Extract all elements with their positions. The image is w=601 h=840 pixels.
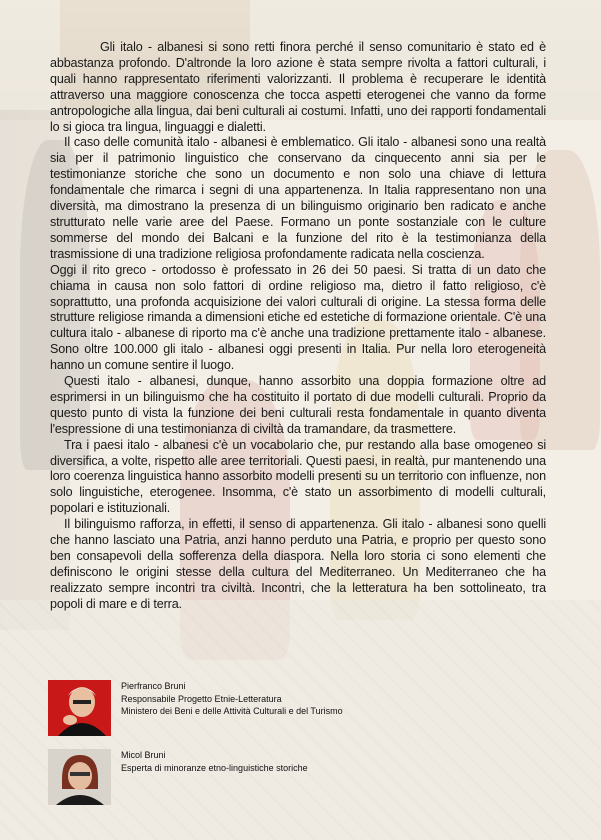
author-photo: [48, 749, 111, 805]
paragraph: Questi italo - albanesi, dunque, hanno assorbito una doppia formazione oltre ad esprimersi in un bilinguismo che ha costituito il portato di due modelli culturali. Proprio da questo punto di vista la funzione dei beni culturali resta fondamentale in quanto diventa l'espressione di una testimonianza di civiltà da tramandare, da trasmettere.: [50, 374, 546, 436]
paragraph: Gli italo - albanesi si sono retti finora perché il senso comunitario è stato ed è abbastanza profondo. D'altronde la loro azione è stata sempre rivolta a fattori culturali, i quali hanno rappresentato riferimenti valorizzanti. Il problema è recuperare le identità attraverso una maggiore conoscenza che tocca aspetti eterogenei che vanno da forme antropologiche alla lingua, dai beni culturali ai costumi. Infatti, uno dei rapporti fondamentali lo si gioca tra lingua, linguaggi e dialetti.: [50, 40, 546, 134]
paragraph: Il caso delle comunità italo - albanesi è emblematico. Gli italo - albanesi sono una realtà sia per il patrimonio linguistico che conservano da cinquecento anni sia per le testimonianze storiche che sono un documento e non solo una chiave di lettura fondamentale che rimarca i segni di una appartenenza. In Italia rappresentano non una diversità, ma dimostrano la presenza di un bilinguismo originario ben radicato e anche strutturato nelle varie aree del Paese. Formano un ponte sostanziale con le culture sommerse del mondo dei Balcani e la funzione del rito è la testimonianza della trasmissione di una tradizione religiosa profondamente radicata nella coscienza.: [50, 135, 546, 261]
author-role: Esperta di minoranze etno-linguistiche storiche: [121, 762, 308, 773]
paragraph: Il bilinguismo rafforza, in effetti, il senso di appartenenza. Gli italo - albanesi sono quelli che hanno lasciato una Patria, anzi hanno perduto una Patria, e proprio per questo sono ben consapevoli della sofferenza della diaspora. Nella loro storia ci sono elementi che definiscono le origini stesse della cultura del Mediterraneo. Un Mediterraneo che ha realizzato sempre incontri tra civiltà. Incontri, che la letteratura ha ben sottolineato, tra popoli di mare e di terra.: [50, 517, 546, 611]
author-name: Micol Bruni: [121, 750, 166, 760]
author-organization: Ministero dei Beni e delle Attività Culturali e del Turismo: [121, 706, 343, 716]
author-info: [121, 680, 421, 718]
author-role: Responsabile Progetto Etnie-Letteratura: [121, 693, 282, 704]
author-photo: [48, 680, 111, 736]
paragraph: Oggi il rito greco - ortodosso è professato in 26 dei 50 paesi. Si tratta di un dato che chiama in causa non solo fattori di ordine religioso ma, dietro il fatto religioso, c'è soprattutto, una profonda acquisizione dei valori culturali di origine. La stessa forma delle strutture religiose rimanda a dimensioni etiche ed estetiche di formazione orientale. C'è una cultura italo - albanese di riporto ma c'è anche una tradizione prettamente italo - albanese. Sono oltre 100.000 gli italo - albanesi oggi presenti in Italia. Pur nella loro eterogeneità hanno un comune sentire il luogo.: [50, 262, 546, 373]
author-info: [121, 749, 421, 774]
paragraph: Tra i paesi italo - albanesi c'è un vocabolario che, pur restando alla base omogeneo si diversifica, a volte, rispetto alle aree territoriali. Questi paesi, in realtà, pur mantenendo una loro coerenza linguistica hanno assorbito modelli presenti su un territorio con influenze, non solo linguistiche, eterogenee. Insomma, c'è stato un assorbimento di modelli culturali, popolari e istituzionali.: [50, 437, 546, 516]
article-text: [50, 40, 546, 613]
author-name: Pierfranco Bruni: [121, 681, 186, 691]
